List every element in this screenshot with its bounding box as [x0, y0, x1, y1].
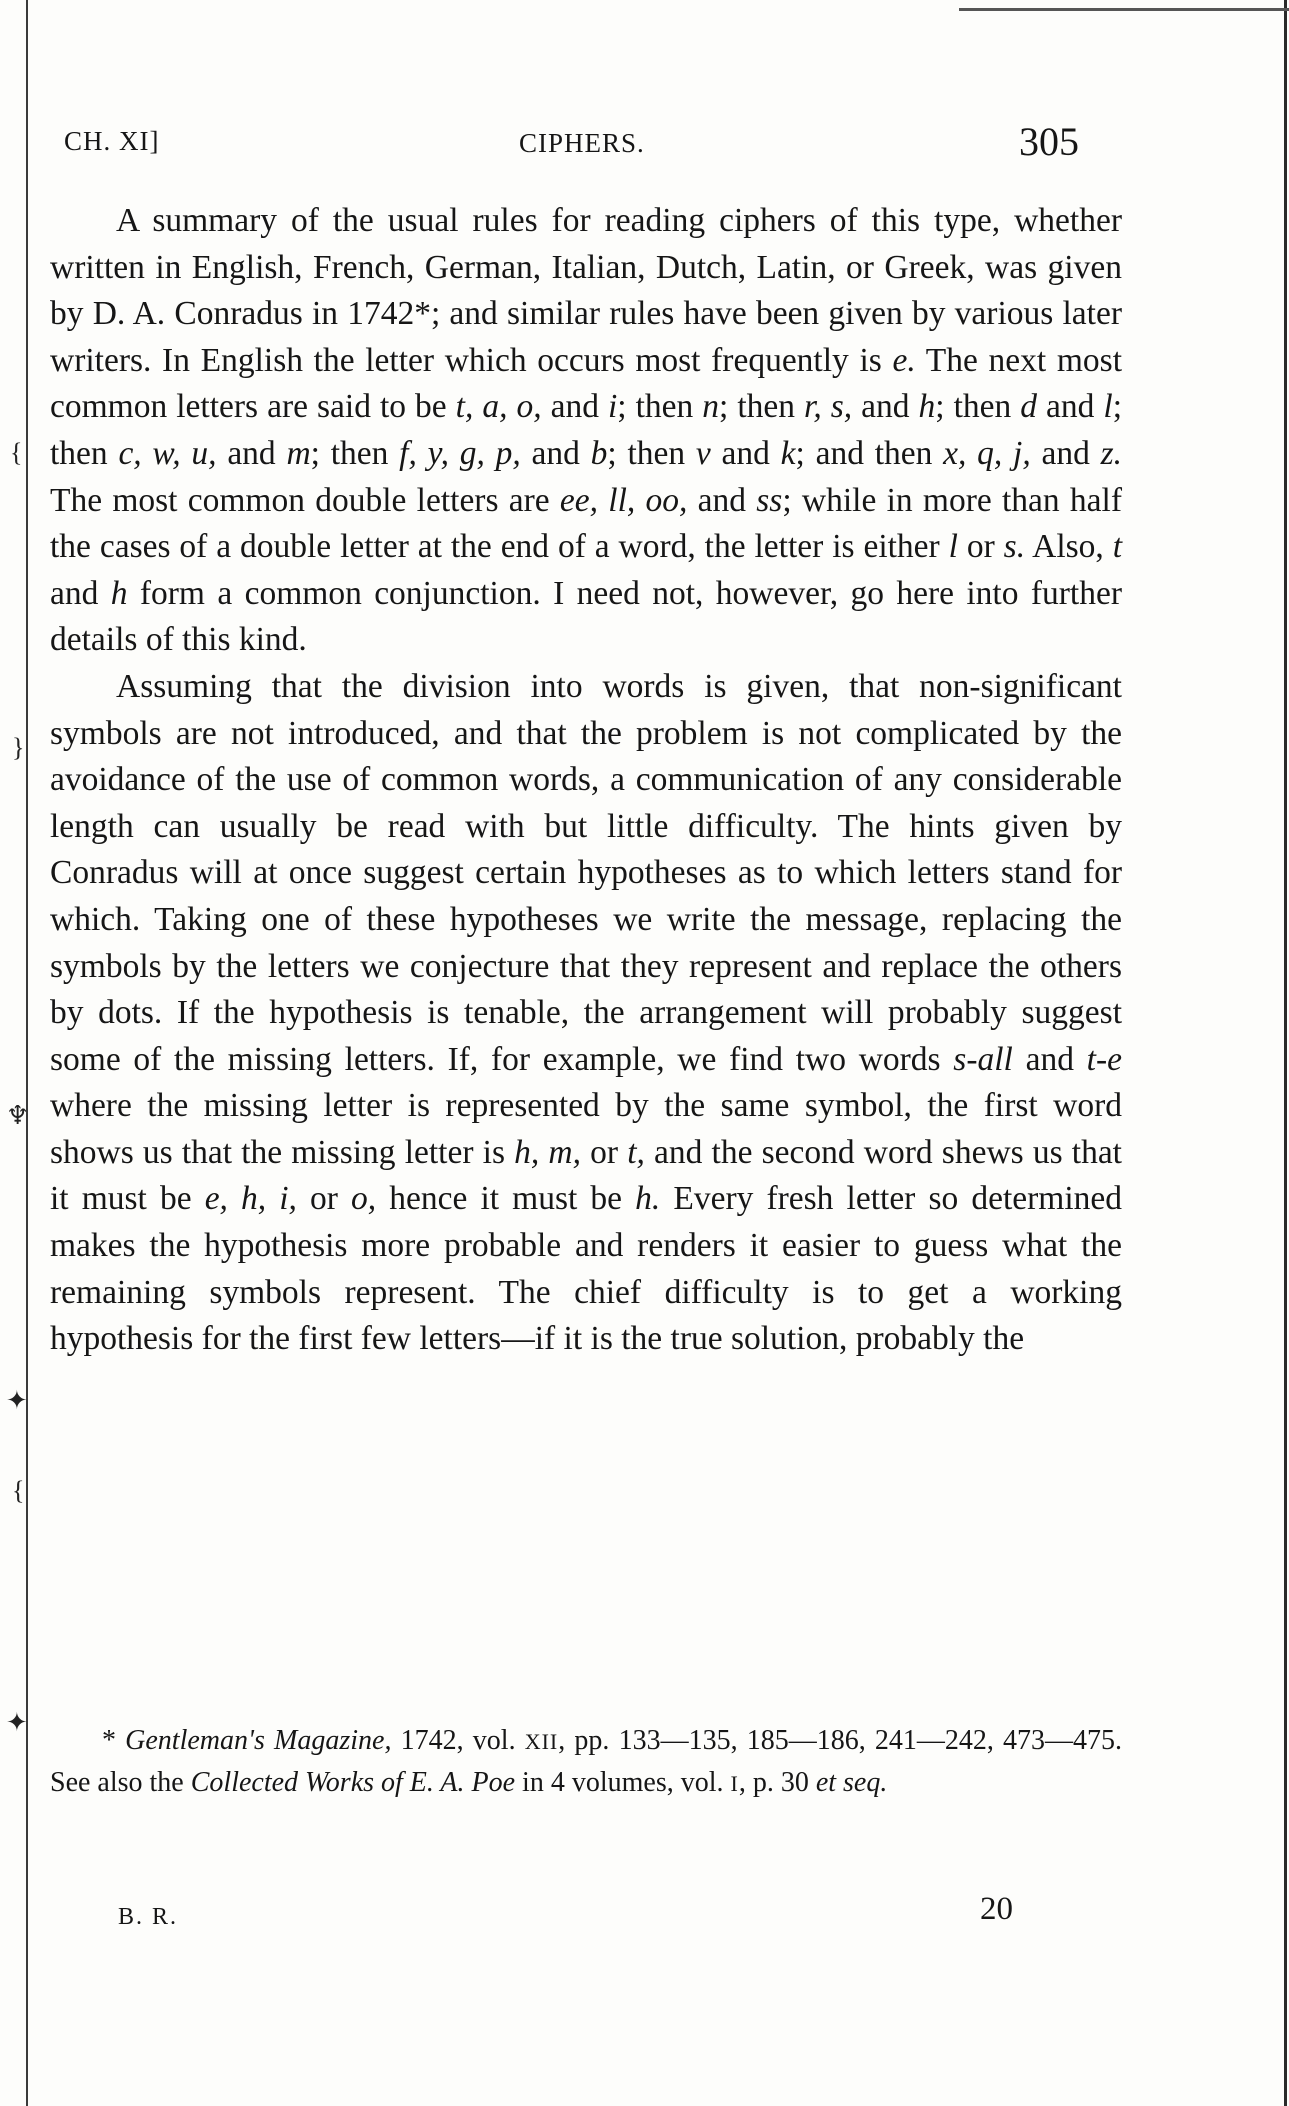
italic-run: r, s,: [804, 388, 853, 426]
running-title: CIPHERS.: [519, 128, 645, 158]
text-run: The most common double letters are: [50, 481, 560, 519]
text-run: and: [1030, 434, 1101, 472]
italic-run: o,: [351, 1180, 377, 1218]
body-text: [50, 198, 1122, 1363]
text-run: and: [520, 434, 591, 472]
text-run: or: [581, 1133, 628, 1171]
running-head: [64, 120, 1129, 168]
text-run: and the second word shews us that it must be: [50, 1133, 1122, 1218]
italic-run: et seq.: [815, 1767, 888, 1798]
text-run: and: [216, 434, 287, 472]
italic-run: ee, ll, oo,: [559, 481, 688, 519]
text-run: ; then: [607, 434, 696, 472]
footnote: [50, 1720, 1122, 1804]
italic-run: t,: [627, 1133, 645, 1171]
italic-run: e, h, i,: [204, 1180, 297, 1218]
italic-run: Collected Works of E. A. Poe: [190, 1767, 516, 1798]
italic-run: z.: [1100, 434, 1123, 472]
text-run: or: [957, 528, 1004, 566]
italic-run: n: [702, 388, 720, 426]
text-run: form a common conjunction. I need not, however, go here into further details of this kind.: [50, 574, 1123, 659]
text-run: A summary of the usual rules for reading ciphers of this type, whether written in English, French, German, Italian, Dutch, Latin, or Greek, was given by D. A. Conradus in 1742*; and similar rules have been given by various later writers. In English the letter which occurs most frequently is: [50, 202, 1122, 379]
italic-run: v: [695, 434, 711, 472]
chapter-label: CH. XI]: [64, 126, 160, 156]
text-run: where the missing letter is represented by the same symbol, the first word shows us that the missing letter is: [50, 1087, 1122, 1171]
text-run: Assuming that the division into words is given, that non-significant symbols are not introduced, and that the problem is not complicated by the avoidance of the use of common words, a communication of any considerable length can usually be read with but little difficulty. The hints given by Conradus will at once suggest certain hypotheses as to which letters stand for which. Taking one of these hypotheses we write the message, replacing the symbols by the letters we conjecture that they represent and replace the others by dots. If the hypothesis is tenable, the arrangement will probably suggest some of the missing letters. If, for example, we find two words: [50, 667, 1122, 1078]
text-run: ; then: [935, 388, 1021, 426]
text-run: hence it must be: [376, 1180, 636, 1218]
page-edge-top: [959, 8, 1289, 11]
paragraph: [50, 198, 1122, 664]
text-run: and: [541, 388, 608, 426]
italic-run: f, y, g, p,: [399, 434, 521, 472]
text-run: The next most common letters are said to be: [50, 341, 1122, 426]
italic-run: h, m,: [514, 1133, 581, 1171]
text-run: and: [710, 434, 781, 472]
paragraph: [50, 664, 1122, 1363]
text-run: , pp. 133—135, 185—186, 241—242, 473—475. See also the: [50, 1725, 1123, 1798]
margin-brace-mark: {: [10, 438, 23, 467]
italic-run: k: [780, 434, 796, 472]
margin-brace-mark: {: [12, 1476, 25, 1505]
text-run: ; and then: [795, 434, 944, 472]
text-run: and: [50, 574, 111, 612]
text-run: and: [687, 481, 757, 519]
text-run: ; then: [617, 388, 703, 426]
margin-brace-mark: }: [12, 733, 25, 762]
italic-run: ss: [756, 481, 783, 519]
italic-run: b: [590, 434, 608, 472]
text-run: 1742, vol.: [391, 1725, 525, 1756]
small-caps-run: I: [730, 1771, 739, 1796]
italic-run: c, w, u,: [118, 434, 217, 472]
italic-run: x, q, j,: [943, 434, 1031, 472]
margin-star-mark: ✦: [6, 1708, 28, 1737]
text-run: *: [102, 1725, 126, 1756]
text-run: or: [296, 1180, 352, 1218]
sheet-number: 20: [980, 1891, 1013, 1927]
page-number: 305: [1019, 119, 1079, 164]
text-run: and: [1037, 388, 1104, 426]
text-run: ; then: [719, 388, 805, 426]
italic-run: t-e: [1086, 1040, 1122, 1078]
margin-star-mark: ✦: [6, 1386, 28, 1415]
text-run: and: [1012, 1040, 1087, 1078]
text-run: in 4 volumes, vol.: [515, 1767, 731, 1798]
italic-run: d: [1020, 388, 1038, 426]
small-caps-run: XII: [524, 1729, 559, 1754]
italic-run: m: [286, 434, 311, 472]
footnote-text: [50, 1720, 1122, 1804]
page-edge-left: [26, 0, 28, 2106]
italic-run: e.: [892, 341, 916, 379]
text-run: Every fresh letter so determined makes the hypothesis more probable and renders it easier to guess what the remaining symbols represent. The chief difficulty is to get a working hypothesis for the first few letters—if it is the true solution, probably the: [50, 1180, 1123, 1358]
italic-run: h: [110, 574, 128, 612]
italic-run: l: [1103, 388, 1113, 426]
signature-mark: B. R.: [118, 1904, 179, 1930]
text-run: and: [852, 388, 919, 426]
page-edge-right: [1284, 0, 1287, 2106]
text-run: Also,: [1025, 528, 1113, 566]
italic-run: t: [1112, 528, 1123, 566]
text-run: ; then: [50, 388, 1123, 472]
text-run: , p. 30: [738, 1767, 816, 1798]
italic-run: h: [918, 388, 936, 426]
italic-run: t, a, o,: [455, 388, 542, 426]
italic-run: s-all: [953, 1040, 1013, 1078]
text-run: ; while in more than half the cases of a double letter at the end of a word, the letter is either: [50, 481, 1122, 566]
italic-run: h.: [635, 1180, 661, 1218]
text-run: ; then: [310, 434, 400, 472]
margin-anchor-mark: ♆: [6, 1101, 30, 1130]
italic-run: i: [607, 388, 618, 426]
italic-run: Gentleman's Magazine,: [125, 1725, 392, 1756]
italic-run: l: [948, 528, 958, 566]
italic-run: s.: [1003, 528, 1026, 566]
